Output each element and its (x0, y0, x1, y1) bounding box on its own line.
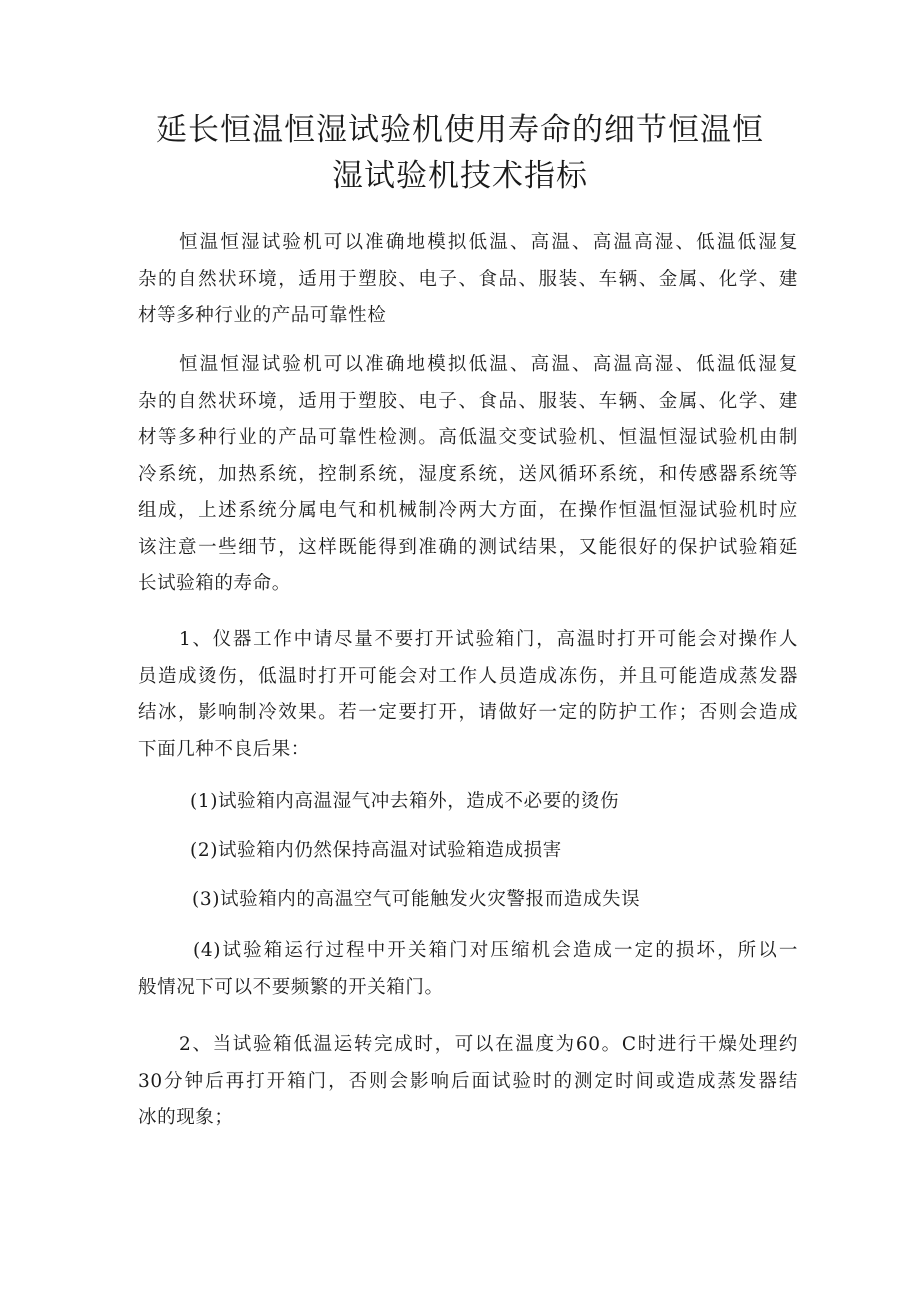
paragraph-line: 恒温恒湿试验机可以准确地模拟低温、高温、高温高湿、低温低湿复 (179, 232, 798, 253)
paragraph-intro (138, 225, 798, 335)
document-title-line-2: 湿试验机技术指标 (332, 158, 588, 194)
list-item-text: 般情况下可以不要频繁的开关箱门。 (138, 976, 444, 998)
paragraph-line: 该注意一些细节，这样既能得到准确的测试结果，又能很好的保护试验箱延 (138, 536, 798, 558)
paragraph-line: 30分钟后再打开箱门，否则会影响后面试验时的测定时间或造成蒸发器结 (138, 1070, 798, 1092)
list-item-3 (192, 882, 802, 919)
paragraph-line: 结冰，影响制冷效果。若一定要打开，请做好一定的防护工作；否则会造成 (138, 702, 798, 723)
list-item-text: (3)试验箱内的高温空气可能触发火灾警报而造成失误 (192, 889, 641, 910)
list-item-text: (1)试验箱内高温湿气冲去箱外，造成不必要的烫伤 (190, 791, 620, 812)
paragraph-description (138, 347, 798, 603)
list-item-text: (2)试验箱内仍然保持高温对试验箱造成损害 (190, 840, 562, 861)
paragraph-line: 组成，上述系统分属电气和机械制冷两大方面，在操作恒温恒湿试验机时应 (138, 500, 798, 521)
paragraph-line: 杂的自然状环境，适用于塑胶、电子、食品、服装、车辆、金属、化学、建 (138, 390, 798, 412)
paragraph-line: 杂的自然状环境，适用于塑胶、电子、食品、服装、车辆、金属、化学、建 (138, 268, 798, 290)
list-item-1 (190, 784, 800, 821)
paragraph-line: 恒温恒湿试验机可以准确地模拟低温、高温、高温高湿、低温低湿复 (179, 354, 798, 375)
list-item-2 (190, 833, 800, 870)
list-item-4 (138, 933, 798, 1006)
list-item-text: (4)试验箱运行过程中开关箱门对压缩机会造成一定的损坏，所以一 (193, 940, 798, 961)
paragraph-line: 材等多种行业的产品可靠性检测。高低温交变试验机、恒温恒湿试验机由制 (138, 427, 798, 448)
paragraph-point-1 (138, 622, 798, 768)
paragraph-line: 冷系统，加热系统，控制系统，湿度系统，送风循环系统，和传感器系统等 (138, 463, 798, 485)
paragraph-line: 下面几种不良后果： (138, 738, 310, 760)
paragraph-line: 材等多种行业的产品可靠性检 (138, 305, 387, 326)
paragraph-line: 员造成烫伤，低温时打开可能会对工作人员造成冻伤，并且可能造成蒸发器 (138, 665, 798, 687)
paragraph-line: 长试验箱的寿命。 (138, 573, 291, 594)
paragraph-line: 1、仪器工作中请尽量不要打开试验箱门，高温时打开可能会对操作人 (179, 629, 798, 650)
document-title-line-1: 延长恒温恒湿试验机使用寿命的细节恒温恒 (156, 112, 764, 148)
paragraph-point-2 (138, 1027, 798, 1137)
paragraph-line: 2、当试验箱低温运转完成时，可以在温度为60。C时进行干燥处理约 (179, 1034, 798, 1055)
paragraph-line: 冰的现象； (138, 1107, 234, 1128)
